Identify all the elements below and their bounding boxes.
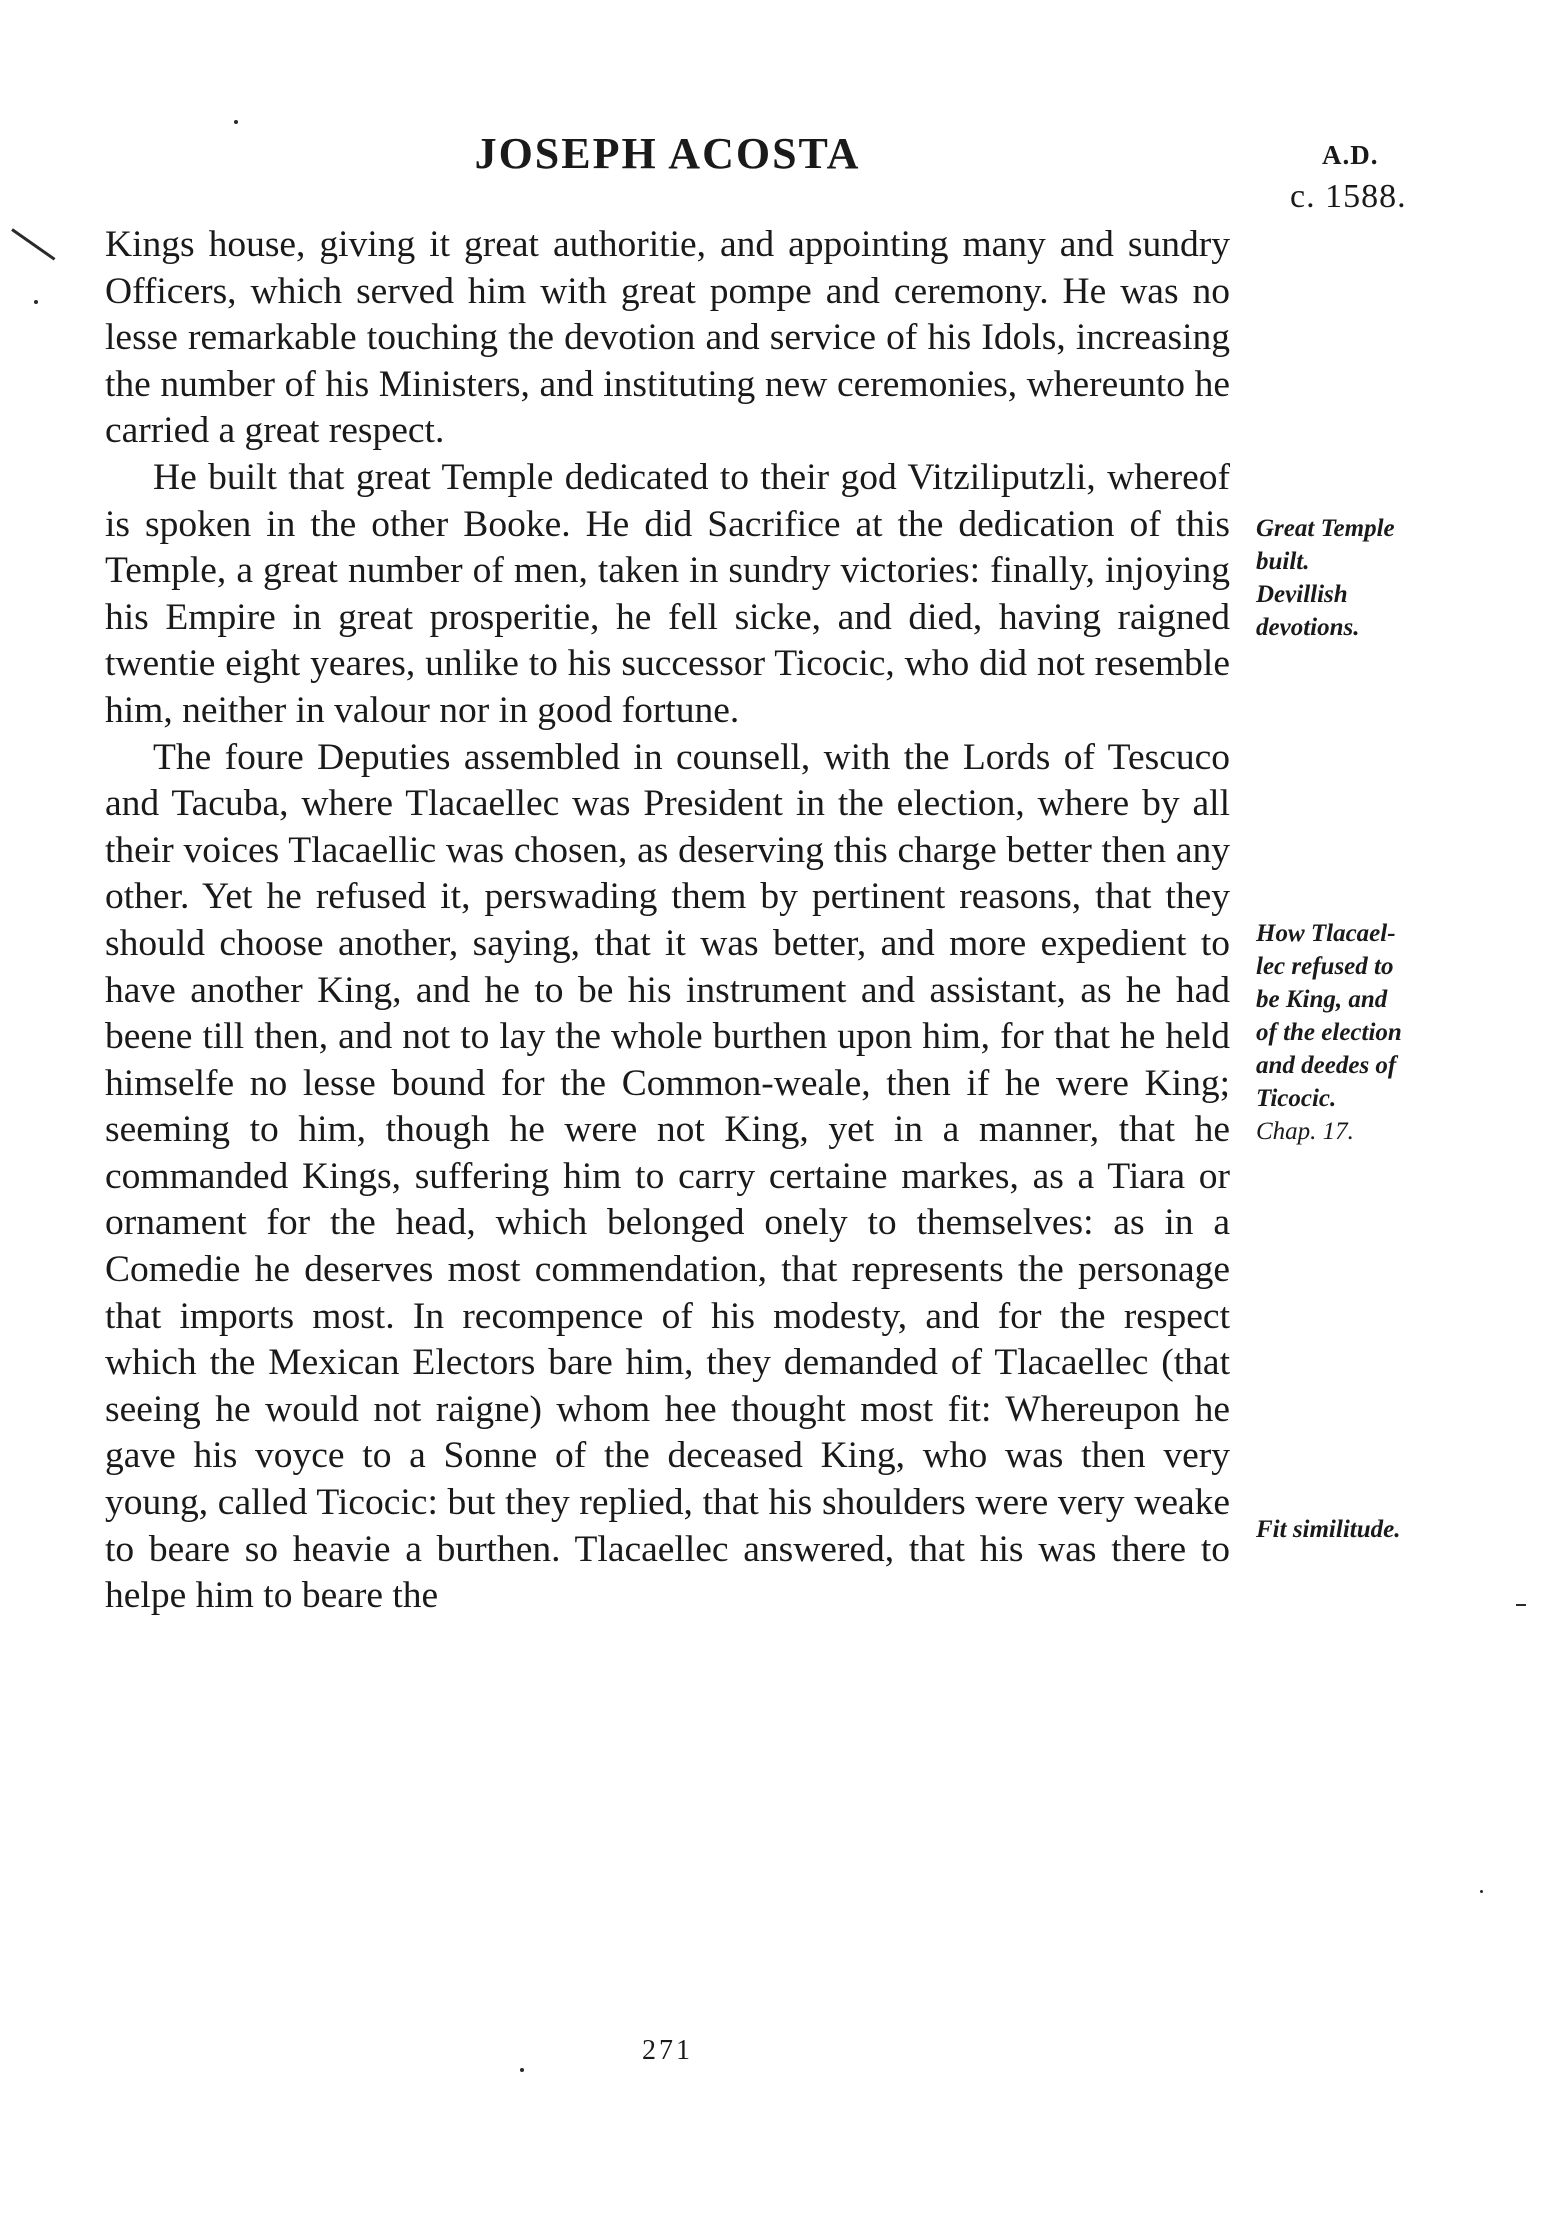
paragraph-2: He built that great Temple dedicated to their god Vitziliputzli, whereof is spoken in the other Booke. He did Sacrifice at the dedication of this Temple, a great number of men, taken in sundry victories: finally, injoying his Empire in great prosperitie, he fell sicke, and died, having raigned twentie eight yeares, unlike to his successor Ticocic, who did not resemble him, neither in valour nor in good fortune. [105, 456, 1230, 731]
sidenote-similitude: Fit similitude. [1256, 1516, 1401, 1543]
date-ad-label: A.D. [1322, 140, 1379, 170]
scan-mark-dash [1516, 1604, 1526, 1606]
sidenote-tlacaellec-text: How Tlacael- lec refused to be King, and of the election and deedes of Ticocic. [1256, 920, 1402, 1112]
scan-mark-dot [1480, 1890, 1483, 1893]
running-head-title: JOSEPH ACOSTA [474, 129, 861, 178]
main-text-column [105, 222, 1230, 1620]
sidenote-chapter: Chap. 17. [1256, 1118, 1354, 1145]
paragraph-3: The foure Deputies assembled in counsell, with the Lords of Tescuco and Tacuba, where Tlacaellec was President in the election, where by all their voices Tlacaellic was chosen, as deserving this charge better then any other. Yet he refused it, perswading them by pertinent reasons, that they should choose another, saying, that it was better, and more expedient to have another King, and he to be his instrument and assistant, as he had beene till then, and not to lay the whole burthen upon him, for that he held himselfe no lesse bound for the Common-weale, then if he were King; seeming to him, though he were not King, yet in a manner, that he commanded Kings, suffering him to carry certaine markes, as a Tiara or ornament for the head, which belonged onely to themselves: as in a Comedie he deserves most commendation, that represents the personage that imports most. In recompence of his modesty, and for the respect which the Mexican Electors bare him, they demanded of Tlacaellec (that seeing he would not raigne) whom hee thought most fit: Whereupon he gave his voyce to a Sonne of the deceased King, who was then very young, called Ticocic: but they replied, that his shoulders were very weake to beare so heavie a burthen. Tlacaellec answered, that his was there to helpe him to beare the [105, 736, 1230, 1617]
page-number: 271 [642, 2035, 693, 2066]
sidenote-tlacaellec [1256, 884, 1554, 1181]
sidenote-great-temple: Great Temple built. Devillish devotions. [1256, 515, 1395, 641]
scan-mark-dot [234, 120, 238, 124]
scan-mark-slash [11, 228, 55, 260]
scan-mark-dot [34, 300, 38, 304]
scan-mark-dot [520, 2068, 524, 2072]
date-year: c. 1588. [1290, 178, 1407, 215]
paragraph-1: Kings house, giving it great authoritie, and appointing many and sundry Officers, which served him with great pompe and ceremony. He was no lesse remarkable touching the devotion and service of his Idols, increasing the number of his Ministers, and instituting new ceremonies, whereunto he carried a great respect. [105, 224, 1230, 452]
